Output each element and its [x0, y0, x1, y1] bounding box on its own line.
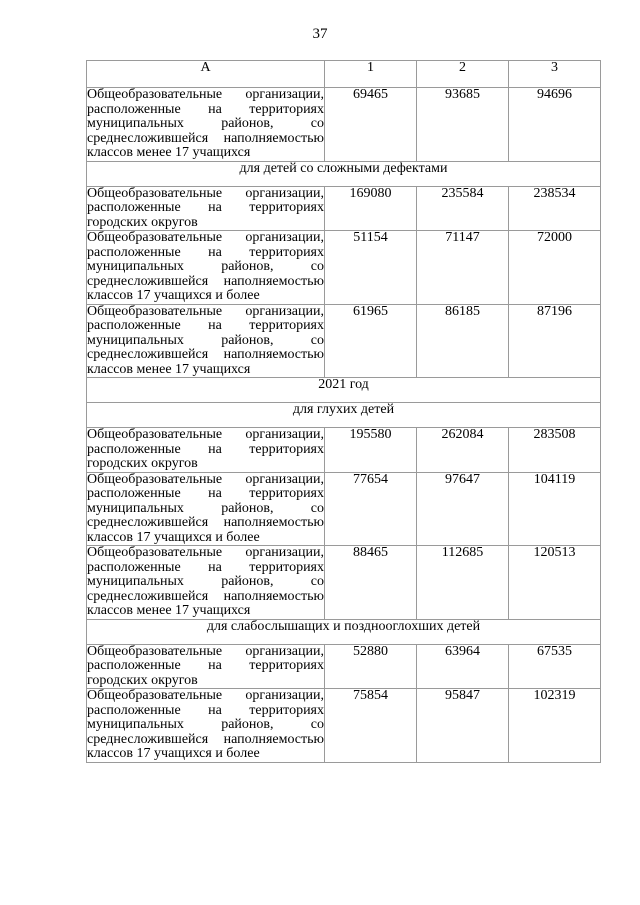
organization-description: Общеобразовательные организации, расположенные на территориях муниципальных районов, со среднесложившейся наполняемостью классов 17 учащихся и более: [87, 471, 324, 545]
section-heading-row: [87, 403, 601, 428]
column-header-3: 3: [509, 61, 601, 88]
value-col-1: 77654: [325, 472, 417, 546]
section-heading: для глухих детей: [87, 403, 601, 428]
value-col-2: 235584: [417, 186, 509, 231]
table-row: [87, 644, 601, 689]
page-number: 37: [312, 26, 328, 42]
value-col-3: 283508: [509, 428, 601, 473]
table-row: [87, 304, 601, 378]
value-col-2: 95847: [417, 689, 509, 763]
organization-description: Общеобразовательные организации, расположенные на территориях муниципальных районов, со среднесложившейся наполняемостью классов менее 17 учащихся: [87, 87, 324, 160]
value-col-1: 51154: [325, 231, 417, 305]
value-col-3: 104119: [509, 472, 601, 546]
value-col-1: 75854: [325, 689, 417, 763]
value-col-3: 72000: [509, 231, 601, 305]
table-row: [87, 689, 601, 763]
value-col-1: 195580: [325, 428, 417, 473]
table-row: [87, 428, 601, 473]
organization-description: Общеобразовательные организации, расположенные на территориях муниципальных районов, со среднесложившейся наполняемостью классов 17 учащихся и более: [87, 688, 324, 761]
year-heading: 2021 год: [87, 378, 601, 403]
section-heading: для детей со сложными дефектами: [87, 161, 601, 186]
value-col-1: 88465: [325, 546, 417, 620]
value-col-3: 120513: [509, 546, 601, 620]
value-col-1: 52880: [325, 644, 417, 689]
table-header-row: [87, 61, 601, 88]
value-col-2: 112685: [417, 546, 509, 620]
value-col-2: 262084: [417, 428, 509, 473]
value-col-1: 69465: [325, 88, 417, 162]
value-col-3: 67535: [509, 644, 601, 689]
table-row: [87, 231, 601, 305]
organization-description: Общеобразовательные организации, расположенные на территориях муниципальных районов, со среднесложившейся наполняемостью классов 17 учащихся и более: [87, 230, 324, 303]
column-header-1: 1: [325, 61, 417, 88]
organization-description: Общеобразовательные организации, расположенные на территориях городских округов: [87, 427, 324, 471]
section-heading-row: [87, 619, 601, 644]
data-table: [86, 60, 601, 763]
value-col-2: 93685: [417, 88, 509, 162]
value-col-2: 63964: [417, 644, 509, 689]
value-col-1: 61965: [325, 304, 417, 378]
table-row: [87, 88, 601, 162]
column-header-2: 2: [417, 61, 509, 88]
table-row: [87, 546, 601, 620]
section-heading-row: [87, 378, 601, 403]
value-col-2: 97647: [417, 472, 509, 546]
table-row: [87, 472, 601, 546]
organization-description: Общеобразовательные организации, расположенные на территориях муниципальных районов, со среднесложившейся наполняемостью классов менее 17 учащихся: [87, 303, 324, 377]
value-col-2: 86185: [417, 304, 509, 378]
table-row: [87, 186, 601, 231]
organization-description: Общеобразовательные организации, расположенные на территориях городских округов: [87, 643, 324, 688]
organization-description: Общеобразовательные организации, расположенные на территориях городских округов: [87, 185, 324, 230]
column-header-a: А: [87, 61, 325, 88]
value-col-3: 94696: [509, 88, 601, 162]
section-heading-row: [87, 161, 601, 186]
value-col-1: 169080: [325, 186, 417, 231]
section-heading: для слабослышащих и позднооглохших детей: [87, 619, 601, 644]
value-col-2: 71147: [417, 231, 509, 305]
value-col-3: 238534: [509, 186, 601, 231]
value-col-3: 102319: [509, 689, 601, 763]
value-col-3: 87196: [509, 304, 601, 378]
organization-description: Общеобразовательные организации, расположенные на территориях муниципальных районов, со среднесложившейся наполняемостью классов менее 17 учащихся: [87, 545, 324, 618]
